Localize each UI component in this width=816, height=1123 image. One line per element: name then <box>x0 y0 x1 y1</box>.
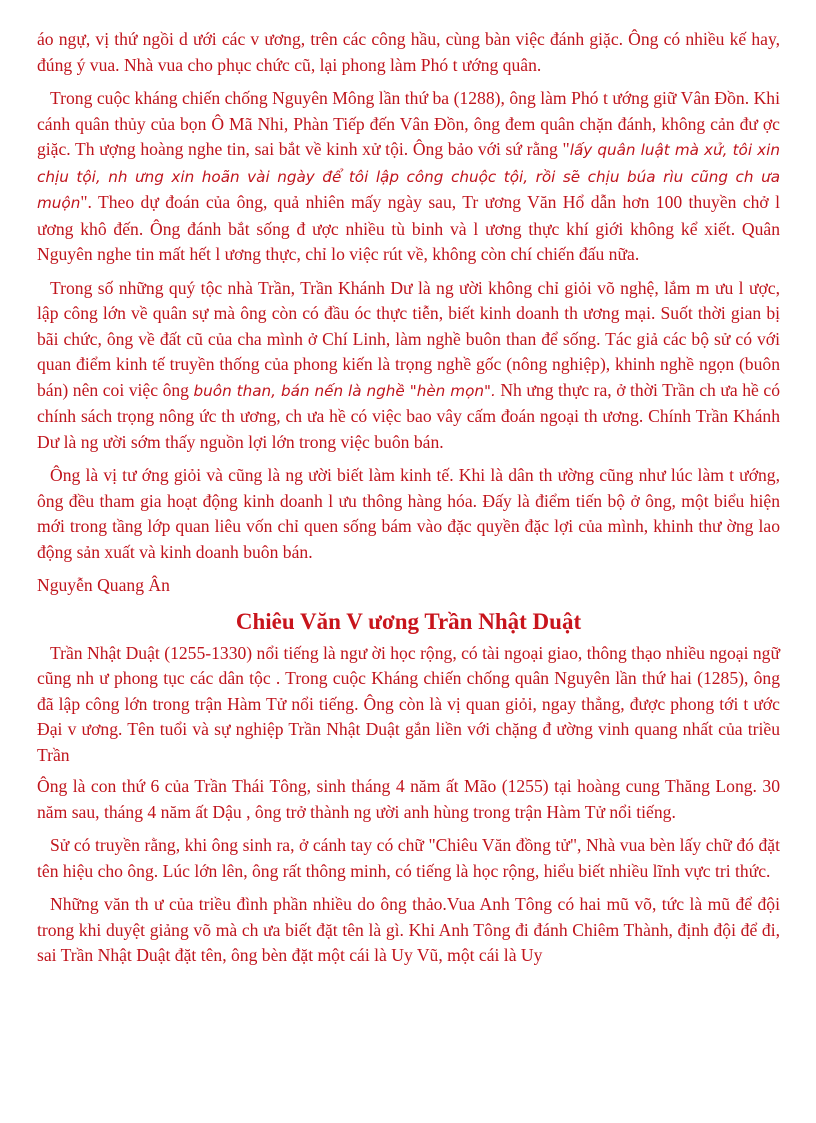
paragraph-van-don <box>37 86 780 268</box>
paragraph-trade <box>37 276 780 456</box>
author-signature: Nguyễn Quang Ân <box>37 575 170 595</box>
paragraph-text: Nh ưng thực ra, ở thời Trần ch ưa hề có chính sách trọng nông ức th ương, ch ưa hề có việc bao vây cấm đoán ngoại th ương. Chính Trần Khánh Dư là ng ười sớm thấy nguồn lợi lớn trong việc buôn bán. <box>37 379 780 452</box>
paragraph-birth: Ông là con thứ 6 của Trần Thái Tông, sinh tháng 4 năm ất Mão (1255) tại hoàng cung Thăng Long. 30 năm sau, tháng 4 năm ất Dậu , ông trở thành ng ười anh hùng trong trận Hàm Tử nổi tiếng. <box>37 776 780 822</box>
quoted-phrase: buôn than, bán nến là nghề "hèn mọn". <box>193 381 496 400</box>
paragraph-text: Trong số những quý tộc nhà Trần, Trần Khánh Dư là ng ười không chỉ giỏi võ nghệ, lắm m ưu l ược, lập công lớn về quân sự mà ông còn có đầu óc thực tiễn, biết kinh doanh th ương mại. Suốt thời gian bị bãi chức, ông về đất cũ của cha mình ở Chí Linh, làm nghề buôn than để sống. Tác giả các bộ sử có với quan điểm kinh tế truyền thống của phong kiến là trọng nghề gốc (nông nghiệp), khinh nghề ngọn (buôn bán) nên coi việc ông <box>37 277 780 400</box>
paragraph-name-origin: Sử có truyền rằng, khi ông sinh ra, ở cánh tay có chữ "Chiêu Văn đồng tử", Nhà vua bèn lấy chữ đó đặt tên hiệu cho ông. Lúc lớn lên, ông rất thông minh, có tiếng là học rộng, hiểu biết nhiều lĩnh vực tri thức. <box>37 835 780 881</box>
quoted-speech: lấy quân luật mà xử, tôi xin chịu tội, nh ưng xin hoãn vài ngày để tôi lập công chuộc tội, rồi sẽ chịu búa rìu cũng ch ưa muộn <box>37 141 780 212</box>
paragraph-economy: Ông là vị tư ớng giỏi và cũng là ng ười biết làm kinh tế. Khi là dân th ường cũng như lúc làm t ướng, ông đều tham gia hoạt động kinh doanh l ưu thông hàng hóa. Đấy là điểm tiến bộ ở ông, một biểu hiện mới trong tầng lớp quan liêu vốn chỉ quen sống bám vào đặc quyền đặc lợi của mình, khinh thư ờng lao động sản xuất và kinh doanh buôn bán. <box>37 465 780 562</box>
paragraph-text: Trong cuộc kháng chiến chống Nguyên Mông lần thứ ba (1288), ông làm Phó t ướng giữ Vân Đồn. Khi cánh quân thủy của bọn Ô Mã Nhi, Phàn Tiếp đến Vân Đồn, ông đem quân chặn đánh, không cản đư ợc giặc. Th ượng hoàng nghe tin, sai bắt về kinh xử tội. Ông bảo với sứ rằng " <box>37 88 780 159</box>
paragraph-documents: Những văn th ư của triều đình phần nhiều do ông thảo.Vua Anh Tông có hai mũ võ, tức là mũ để đội trong khi duyệt giảng võ mà ch ưa biết đặt tên là gì. Khi Anh Tông đi đánh Chiêm Thành, định đội để đi, sai Trần Nhật Duật đặt tên, ông bèn đặt một cái là Uy Vũ, một cái là Uy <box>37 894 780 965</box>
paragraph-continuation: áo ngự, vị thứ ngồi d ưới các v ương, trên các công hầu, cùng bàn việc đánh giặc. Ông có nhiều kế hay, đúng ý vua. Nhà vua cho phục chức cũ, lại phong làm Phó t ướng quân. <box>37 29 780 75</box>
paragraph-intro: Trần Nhật Duật (1255-1330) nổi tiếng là ngư ời học rộng, có tài ngoại giao, thông thạo nhiều ngoại ngữ cũng nh ư phong tục các dân tộc . Trong cuộc Kháng chiến chống quân Nguyên lần thứ hai (1285), ông đã lập công lớn trong trận Hàm Tử nổi tiếng. Ông còn là vị quan giỏi, ngay thẳng, được phong tới t ước Đại v ương. Tên tuổi và sự nghiệp Trần Nhật Duật gắn liền với chặng đ ường vinh quang nhất của triều Trần <box>37 642 780 765</box>
section-heading: Chiêu Văn V ương Trần Nhật Duật <box>235 608 582 634</box>
paragraph-text: ". Theo dự đoán của ông, quả nhiên mấy ngày sau, Tr ương Văn Hổ dẫn hơn 100 thuyền chở l ương khô đến. Ông đánh bắt sống đ ược nhiều tù binh và l ương thực khí giới không kể xiết. Quân Nguyên nghe tin mất hết l ương thực, chỉ lo việc rút về, không còn chí chiến đấu nữa. <box>37 192 780 264</box>
